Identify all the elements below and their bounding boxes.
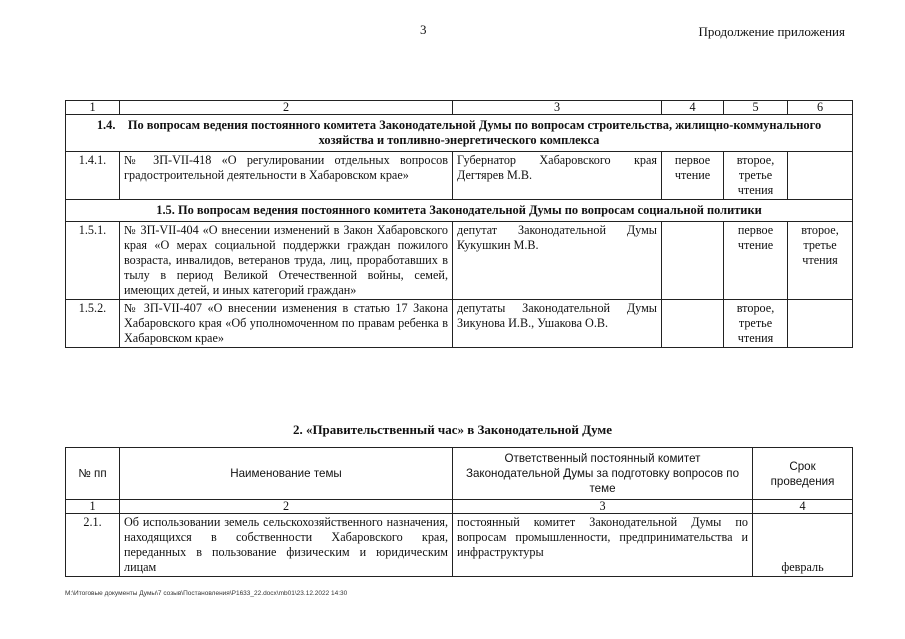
file-path-footer: М:\Итоговые документы Думы\7 созыв\Постановления\Р1633_22.docx\mb01\23.12.2022 14:30 [65,590,348,597]
responsible: депутаты Законодательной Думы Зикунова И.В., Ушакова О.В. [453,300,662,348]
table-row [66,300,853,348]
section-row [66,200,853,222]
stage-cell: второе, третье чтения [724,300,788,348]
col-number: 1 [66,101,120,115]
topic: Об использовании земель сельскохозяйственного назначения, находящихся в собственности Хабаровского края, переданных в пользование физическим и юридическим лицам [120,514,453,577]
header-term: Срок проведения [753,448,853,500]
page-number: 3 [420,22,427,37]
section-number: 1.4. [96,118,116,132]
row-number: 2.1. [66,514,120,577]
col-number: 3 [453,500,753,514]
col-number: 5 [724,101,788,115]
section-heading [66,115,853,152]
stage-cell: второе, третье чтения [788,222,853,300]
stage-cell [788,300,853,348]
bill-name: № ЗП-VII-404 «О внесении изменений в Закон Хабаровского края «О мерах социальной поддержки граждан пожилого возраста, инвалидов, ветеранов труда, лиц, проработавших в тылу в период Великой Отечественной войны, семей, имеющих детей, и иных категорий граждан» [120,222,453,300]
header-responsible: Ответственный постоянный комитет Законодательной Думы за подготовку вопросов по теме [453,448,753,500]
col-number: 4 [662,101,724,115]
term: февраль [753,514,853,577]
bill-name: № ЗП-VII-407 «О внесении изменения в статью 17 Закона Хабаровского края «Об уполномоченном по правам ребенка в Хабаровском крае» [120,300,453,348]
government-hour-table [65,447,853,577]
stage-cell: первое чтение [662,152,724,200]
stage-cell: второе, третье чтения [724,152,788,200]
responsible: депутат Законодательной Думы Кукушкин М.В. [453,222,662,300]
column-number-row [66,500,853,514]
table-row [66,152,853,200]
responsible: Губернатор Хабаровского края Дегтярев М.В. [453,152,662,200]
header-num: № пп [66,448,120,500]
col-number: 4 [753,500,853,514]
header-row [66,448,853,500]
stage-cell: первое чтение [724,222,788,300]
row-number: 1.5.1. [66,222,120,300]
responsible: постоянный комитет Законодательной Думы по вопросам промышленности, предпринимательства и инфраструктуры [453,514,753,577]
stage-cell [662,300,724,348]
col-number: 2 [120,101,453,115]
col-number: 1 [66,500,120,514]
column-number-row [66,101,853,115]
section-heading: 1.5. По вопросам ведения постоянного комитета Законодательной Думы по вопросам социальной политики [66,200,853,222]
section-2-title: 2. «Правительственный час» в Законодательной Думе [292,422,613,437]
row-number: 1.5.2. [66,300,120,348]
stage-cell [662,222,724,300]
table-row [66,222,853,300]
section-row [66,115,853,152]
table-row [66,514,853,577]
col-number: 6 [788,101,853,115]
agenda-table [65,100,853,348]
col-number: 3 [453,101,662,115]
continuation-label: Продолжение приложения [698,24,845,39]
col-number: 2 [120,500,453,514]
bill-name: № ЗП-VII-418 «О регулировании отдельных вопросов градостроительной деятельности в Хабаровском крае» [120,152,453,200]
header-topic: Наименование темы [120,448,453,500]
section-title: По вопросам ведения постоянного комитета Законодательной Думы по вопросам строительства, жилищно-коммунального хозяйства и топливно-энергетического комплекса [127,118,822,147]
row-number: 1.4.1. [66,152,120,200]
stage-cell [788,152,853,200]
